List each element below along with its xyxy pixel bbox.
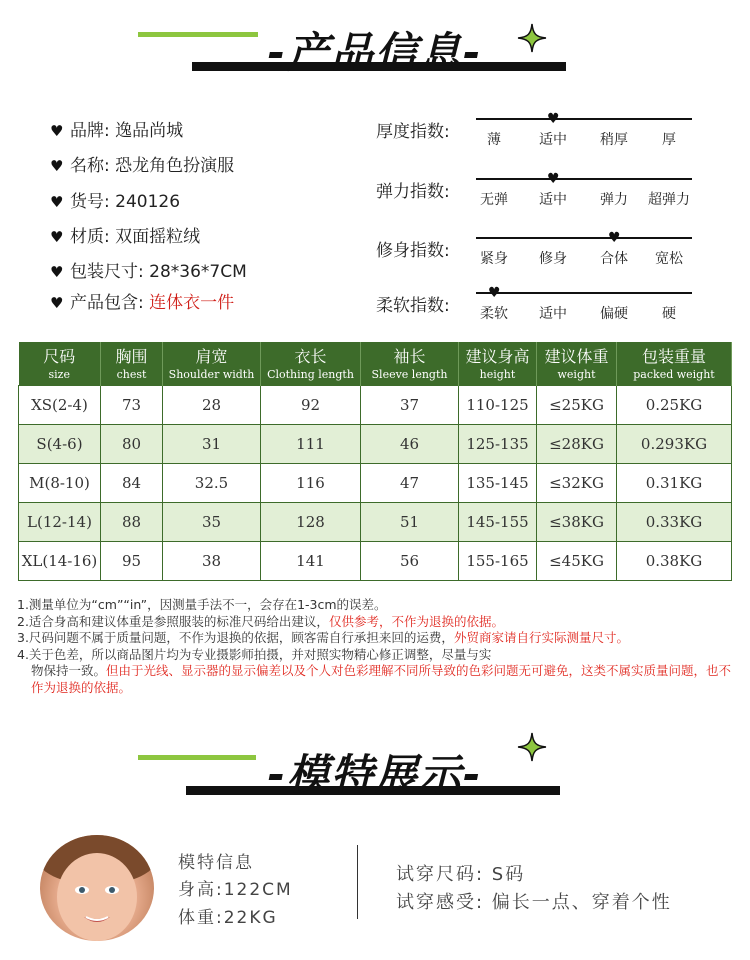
info-material [50,222,200,247]
table-cell: 116 [261,464,361,503]
column-header-en: size [48,367,70,381]
table-cell: 35 [163,503,261,542]
table-cell: 31 [163,425,261,464]
table-cell: ≤38KG [537,503,617,542]
model-height: 身高:122CM [178,880,293,900]
table-cell: 46 [361,425,459,464]
table-cell: 32.5 [163,464,261,503]
index-scale-line [476,237,692,239]
column-header-zh: 建议体重 [544,346,609,366]
index-option: 稍厚 [600,132,628,148]
info-label: 材质: [70,227,116,247]
table-cell: 51 [361,503,459,542]
table-cell: 0.38KG [617,542,732,581]
info-label: 品牌: [70,121,116,141]
column-header-zh: 包装重量 [641,346,706,366]
info-label: 货号: [70,192,116,212]
model-divider [357,845,358,919]
index-marker-heart-icon: ♥ [547,171,560,187]
info-brand [50,116,183,141]
table-cell: 128 [261,503,361,542]
heart-icon: ♥ [50,294,64,312]
table-cell: 0.25KG [617,386,732,425]
info-label: 包装尺寸: [70,262,150,282]
index-option: 适中 [539,192,567,208]
index-option: 薄 [487,132,501,148]
index-scale-line [476,118,692,120]
heart-icon: ♥ [50,157,64,175]
info-contents [50,288,234,313]
column-header [459,342,537,386]
table-cell: L(12-14) [19,503,101,542]
model-face-image [40,835,154,941]
model-avatar [40,835,154,941]
column-header-en: height [479,367,516,381]
column-header-zh: 建议身高 [465,346,530,366]
info-value: 恐龙角色扮演服 [115,156,235,176]
column-header-en: Clothing length [267,367,354,381]
table-cell: XL(14-16) [19,542,101,581]
index-option: 无弹 [480,192,508,208]
column-header-en: weight [557,367,596,381]
index-option: 宽松 [655,251,683,267]
index-marker-heart-icon: ♥ [547,111,560,127]
note-text: 3.尺码问题不属于质量问题，不作为退换的依据，顾客需自行承担来回的运费， [17,630,454,645]
table-row [19,425,732,464]
info-item-number [50,187,180,212]
info-package-size [50,257,247,282]
index-label: 柔软指数: [376,296,450,316]
column-header-en: Shoulder width [168,367,255,381]
table-cell: 88 [101,503,163,542]
product-info-header [0,20,750,100]
index-option: 弹力 [600,192,628,208]
table-cell: ≤28KG [537,425,617,464]
column-header [617,342,732,386]
index-label: 修身指数: [376,241,450,261]
table-cell: 73 [101,386,163,425]
column-header-zh: 胸围 [115,346,148,366]
table-cell: 56 [361,542,459,581]
heart-icon: ♥ [50,228,64,246]
table-cell: 0.293KG [617,425,732,464]
index-option: 柔软 [480,306,508,322]
info-value: 28*36*7CM [149,262,247,282]
note-highlight: 仅供参考，不作为退换的依据。 [328,613,504,629]
table-cell: 84 [101,464,163,503]
table-cell: 135-145 [459,464,537,503]
note-highlight: 但由于光线、显示器的显示偏差以及个人对色彩理解不同所导致的色彩问题无可避免，这类不属实质量问题，也不作为退换的依据。 [31,663,732,695]
column-header-en: chest [116,367,147,381]
table-cell: 155-165 [459,542,537,581]
sparkle-icon [517,23,547,53]
note-3 [17,630,733,647]
column-header [101,342,163,386]
table-cell: M(8-10) [19,464,101,503]
table-cell: S(4-6) [19,425,101,464]
section-title-product-info: -产品信息- [267,28,483,77]
info-value: 双面摇粒绒 [115,227,201,247]
index-option: 适中 [539,306,567,322]
table-cell: 47 [361,464,459,503]
note-4: 4.关于色差，所以商品图片均为专业摄影师拍摄，并对照实物精心修正调整，尽量与实 [17,646,492,662]
column-header [537,342,617,386]
index-option: 超弹力 [648,192,690,208]
trial-feel: 试穿感受: 偏长一点、穿着个性 [396,892,672,913]
column-header-zh: 尺码 [43,346,76,366]
column-header [163,342,261,386]
column-header [361,342,459,386]
heart-icon: ♥ [50,263,64,281]
index-option: 合体 [600,251,628,267]
index-scale-line [476,178,692,180]
info-label: 产品包含: [70,293,150,313]
note-1: 1.测量单位为“cm”“in”，因测量手法不一，会存在1-3cm的误差。 [17,597,387,612]
sparkle-icon [517,732,547,762]
index-label: 弹力指数: [376,182,450,202]
column-header-zh: 衣长 [294,346,327,366]
column-header-zh: 肩宽 [195,346,228,366]
section-title-model: -模特展示- [267,750,483,799]
table-cell: ≤25KG [537,386,617,425]
index-marker-heart-icon: ♥ [488,285,501,301]
table-cell: ≤32KG [537,464,617,503]
heart-icon: ♥ [50,193,64,211]
table-cell: 145-155 [459,503,537,542]
table-cell: 92 [261,386,361,425]
model-display-header [0,736,750,816]
model-info-title: 模特信息 [178,853,254,873]
table-cell: 80 [101,425,163,464]
note-text: 物保持一致。 [31,663,107,678]
column-header-en: Sleeve length [371,367,448,381]
table-cell: 95 [101,542,163,581]
table-row [19,464,732,503]
index-scale-line [476,292,692,294]
size-table [18,342,732,581]
index-label: 厚度指数: [376,122,450,142]
note-4-continued [17,663,733,696]
column-header [261,342,361,386]
model-weight: 体重:22KG [178,908,278,928]
table-cell: 141 [261,542,361,581]
table-cell: 28 [163,386,261,425]
note-2 [17,614,733,631]
size-notes [17,597,733,696]
note-text: 2.适合身高和建议体重是参照服装的标准尺码给出建议， [17,613,329,629]
column-header-zh: 袖长 [393,346,426,366]
table-row [19,503,732,542]
table-cell: 0.33KG [617,503,732,542]
table-cell: 38 [163,542,261,581]
table-cell: 37 [361,386,459,425]
index-option: 适中 [539,132,567,148]
table-cell: ≤45KG [537,542,617,581]
table-cell: 111 [261,425,361,464]
heart-icon: ♥ [50,122,64,140]
index-option: 紧身 [480,251,508,267]
index-marker-heart-icon: ♥ [608,230,621,246]
index-option: 修身 [539,251,567,267]
info-value: 连体衣一件 [149,293,235,313]
size-table-header [19,342,732,386]
info-value: 逸品尚城 [115,121,184,141]
table-row [19,542,732,581]
index-option: 厚 [662,132,676,148]
column-header-en: packed weight [633,367,715,381]
table-row [19,386,732,425]
info-value: 240126 [115,192,181,212]
index-option: 偏硬 [600,306,628,322]
note-highlight: 外贸商家请自行实际测量尺寸。 [453,630,629,645]
table-cell: XS(2-4) [19,386,101,425]
table-cell: 0.31KG [617,464,732,503]
table-cell: 110-125 [459,386,537,425]
column-header [19,342,101,386]
info-label: 名称: [70,156,116,176]
table-cell: 125-135 [459,425,537,464]
info-name [50,151,234,176]
index-option: 硬 [662,306,676,322]
trial-size: 试穿尺码: S码 [396,864,526,885]
